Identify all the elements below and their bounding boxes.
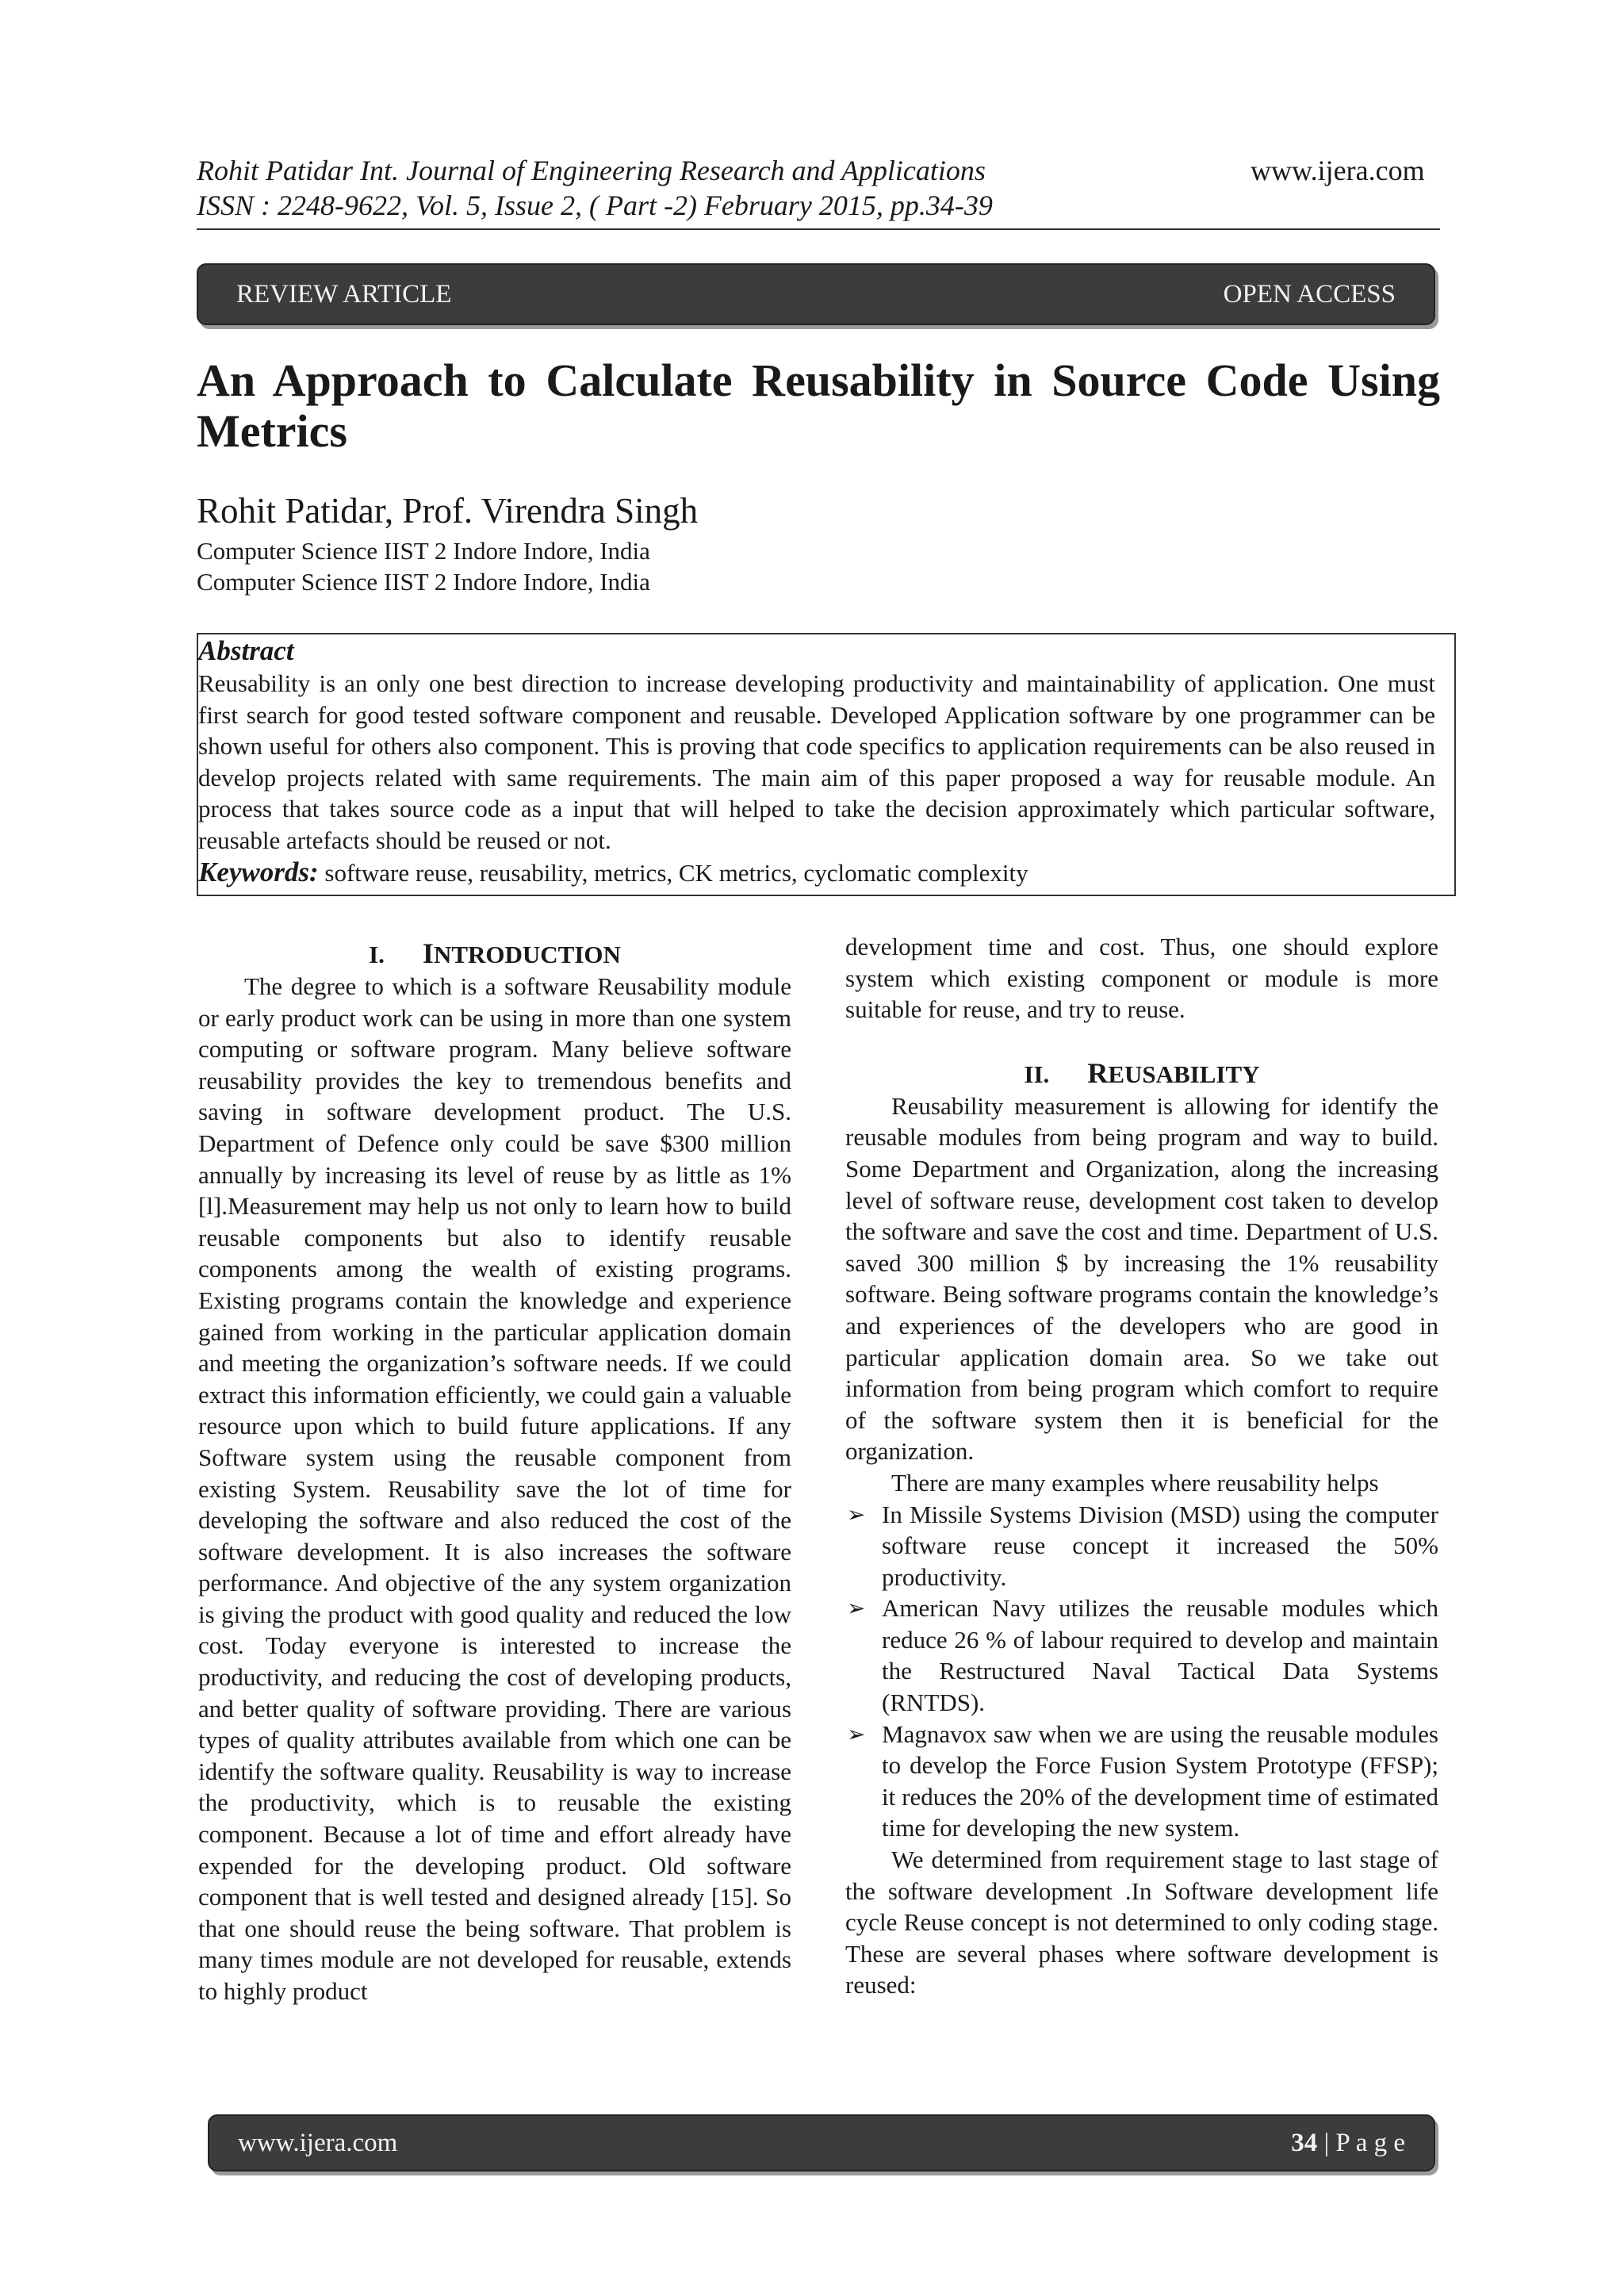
review-article-label: REVIEW ARTICLE <box>236 279 452 309</box>
issn-line: ISSN : 2248-9622, Vol. 5, Issue 2, ( Part -2) February 2015, pp.34-39 <box>197 190 993 221</box>
author-list: Rohit Patidar, Prof. Virendra Singh <box>197 491 699 531</box>
section-number: II. <box>1024 1060 1050 1088</box>
abstract-text: Reusability is an only one best direction to increase developing productivity and maintainability of application. One must first search for good tested software component and reusable. Developed Application software by one programmer can be shown useful for others also component. This is proving that code specifics to application requirements can be also reused in develop projects related with same requirements. The main aim of this paper proposed a way for reusable module. An process that takes source code as a input that will helped to take the decision approximately which particular software, reusable artefacts should be reused or not. <box>198 669 1435 854</box>
right-column <box>845 931 1438 2001</box>
keywords-list: software reuse, reusability, metrics, CK metrics, cyclomatic complexity <box>324 859 1028 887</box>
keywords-line <box>198 857 1028 889</box>
abstract-heading: Abstract <box>198 635 294 666</box>
list-item: ➢ Magnavox saw when we are using the reusable modules to develop the Force Fusion System Prototype (FFSP); it reduces the 20% of the development time of estimated time for developing the new system. <box>847 1719 1438 1842</box>
header-website: www.ijera.com <box>1251 155 1425 186</box>
author-affiliation: Computer Science IIST 2 Indore Indore, India <box>197 537 650 565</box>
reusability-examples-list <box>845 1499 1438 1845</box>
keywords-label: Keywords: <box>198 857 319 887</box>
arrowhead-bullet-icon: ➢ <box>847 1595 866 1622</box>
author-affiliation: Computer Science IIST 2 Indore Indore, India <box>197 568 650 596</box>
arrowhead-bullet-icon: ➢ <box>847 1501 866 1527</box>
left-column <box>198 937 791 2007</box>
open-access-label: OPEN ACCESS <box>1223 279 1396 309</box>
arrowhead-bullet-icon: ➢ <box>847 1720 866 1747</box>
header-rule <box>197 228 1440 230</box>
article-type-banner <box>197 263 1435 325</box>
section-heading-introduction: I. INTRODUCTION <box>369 937 621 969</box>
reuse-phases-paragraph: We determined from requirement stage to last stage of the software development .In Software development life cycle Reuse concept is not determined to only coding stage. These are several phases where software development is reused: <box>845 1846 1438 1999</box>
introduction-paragraph: The degree to which is a software Reusability module or early product work can be using in more than one system computing or software program. Many believe software reusability provides the key to tremendous benefits and saving in software development product. The U.S. Department of Defence only could be save $300 million annually by increasing its level of reuse by as little as 1% [l].Measurement may help us not only to learn how to build reusable components but also to identify reusable components among the wealth of existing programs. Existing programs contain the knowledge and experience gained from working in the particular application domain and meeting the organization’s software needs. If we could extract this information efficiently, we could gain a valuable resource upon which to build future applications. If any Software system using the reusable component from existing System. Reusability save the lot of time for developing the software and also reduced the cost of the software development. It is also increases the software performance. And objective of the any system organization is giving the product with good quality and reduced the low cost. Today everyone is interested to increase the productivity, and reducing the cost of developing products, and better quality of software providing. There are various types of quality attributes available from which one can be identify the software quality. Reusability is way to increase the productivity, which is to reusable the existing component. Because a lot of time and effort already have expended for the developing product. Old software component that is well tested and designed already [15]. So that one should reuse the being software. That problem is many times module are not developed for reusable, extends to highly product <box>198 972 791 2005</box>
reusability-paragraph: Reusability measurement is allowing for identify the reusable modules from being program and way to build. Some Department and Organization, along the increasing level of software reuse, development cost taken to develop the software and save the cost and time. Department of U.S. saved 300 million $ by increasing the 1% reusability software. Being software programs contain the knowledge’s and experiences of the developers who are good in particular application domain area. So we take out information from being program which comfort to require of the software system then it is beneficial for the organization. <box>845 1091 1438 1466</box>
page-number: 34 | P a g e <box>1291 2128 1405 2157</box>
paper-title: An Approach to Calculate Reusability in Source Code Using Metrics <box>197 355 1440 457</box>
footer-website: www.ijera.com <box>238 2128 398 2157</box>
list-item: ➢ In Missile Systems Division (MSD) using the computer software reuse concept it increased the 50% productivity. <box>847 1500 1438 1591</box>
introduction-continuation: development time and cost. Thus, one should explore system which existing component or module is more suitable for reuse, and try to reuse. <box>845 933 1438 1024</box>
list-item: ➢ American Navy utilizes the reusable modules which reduce 26 % of labour required to develop and maintain the Restructured Naval Tactical Data Systems (RNTDS). <box>847 1594 1438 1717</box>
section-heading-reusability: II. REUSABILITY <box>1024 1056 1260 1089</box>
section-number: I. <box>369 941 385 968</box>
journal-name: Rohit Patidar Int. Journal of Engineering Research and Applications <box>197 155 986 186</box>
reusability-examples-intro: There are many examples where reusability helps <box>891 1468 1379 1497</box>
page-footer <box>208 2114 1435 2171</box>
